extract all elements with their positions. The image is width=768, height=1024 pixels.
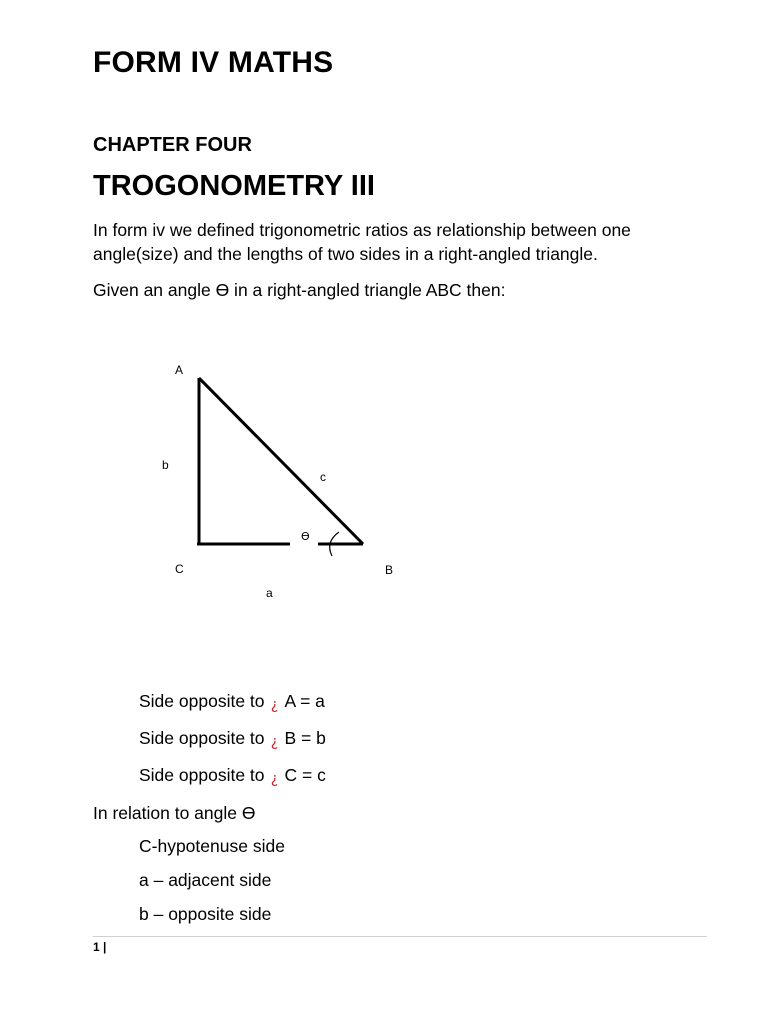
- opposite-item: b – opposite side: [139, 904, 272, 924]
- vertex-a-label: A: [175, 363, 184, 377]
- angle-symbol-placeholder: ¿: [270, 697, 279, 713]
- opposite-side-prefix: Side opposite to: [139, 765, 265, 785]
- footer-divider: [93, 936, 707, 937]
- opposite-side-prefix: Side opposite to: [139, 728, 265, 748]
- opposite-side-suffix: C = c: [284, 765, 326, 785]
- page-number: 1 |: [93, 940, 107, 954]
- adjacent-item: a – adjacent side: [139, 870, 272, 890]
- opposite-side-suffix: B = b: [284, 728, 326, 748]
- chapter-heading: CHAPTER FOUR: [93, 134, 252, 156]
- opposite-side-suffix: A = a: [284, 691, 325, 711]
- angle-theta-label: Ө: [301, 530, 310, 543]
- side-b-label: b: [162, 458, 169, 472]
- triangle-diagram: [0, 340, 768, 620]
- opposite-side-prefix: Side opposite to: [139, 691, 265, 711]
- opposite-side-line: [139, 691, 325, 713]
- side-c-label: c: [320, 470, 326, 484]
- hypotenuse-line: [199, 378, 363, 544]
- opposite-side-line: [139, 728, 326, 750]
- document-title: FORM IV MATHS: [93, 46, 334, 79]
- opposite-side-line: [139, 765, 326, 787]
- vertex-c-label: C: [175, 562, 184, 576]
- angle-symbol-placeholder: ¿: [270, 734, 279, 750]
- triangle-svg: [0, 340, 768, 620]
- intro-paragraph: In form iv we defined trigonometric ratios as relationship between one angle(size) and the lengths of two sides in a right-angled triangle.: [93, 220, 631, 264]
- angle-symbol-placeholder: ¿: [270, 771, 279, 787]
- hypotenuse-item: C-hypotenuse side: [139, 836, 285, 856]
- side-a-label: a: [266, 586, 273, 600]
- relation-heading: In relation to angle Ө: [93, 803, 256, 823]
- vertex-b-label: B: [385, 563, 394, 577]
- given-paragraph: Given an angle Ө in a right-angled triangle ABC then:: [93, 280, 506, 300]
- section-title: TROGONOMETRY III: [93, 170, 375, 202]
